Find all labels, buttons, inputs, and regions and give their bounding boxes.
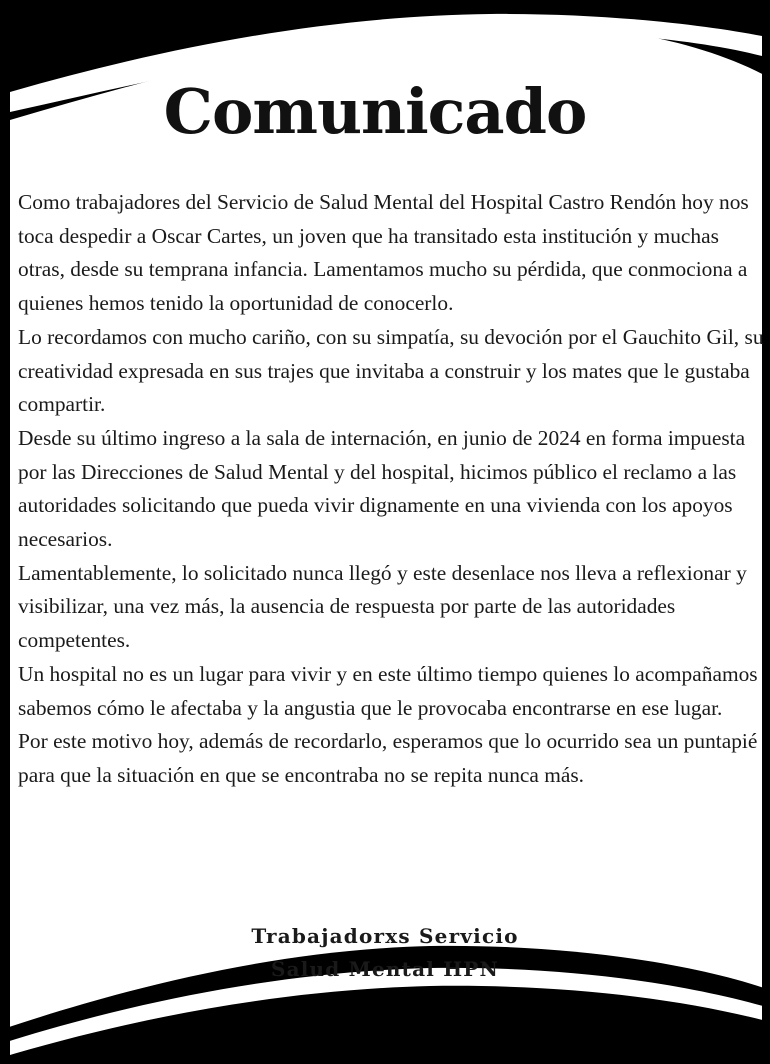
- paragraph: Lo recordamos con mucho cariño, con su simpatía, su devoción por el Gauchito Gil, su creatividad expresada en sus trajes que invitaba a construir y los mates que le gustaba compartir.: [18, 324, 764, 417]
- paragraph: Desde su último ingreso a la sala de internación, en junio de 2024 en forma impuesta por las Direcciones de Salud Mental y del hospital, hicimos público el reclamo a las autoridades solicitando que pueda vivir dignamente en una vivienda con los apoyos necesarios.: [18, 425, 746, 552]
- paragraph: Por este motivo hoy, además de recordarlo, esperamos que lo ocurrido sea un puntapié para que la situación en que se encontraba no se repita nunca más.: [18, 729, 758, 787]
- statement-body: [18, 186, 766, 793]
- left-border: [0, 0, 10, 1064]
- paragraph: Lamentablemente, lo solicitado nunca llegó y este desenlace nos lleva a reflexionar y visibilizar, una vez más, la ausencia de respuesta por parte de las autoridades competentes.: [18, 560, 747, 653]
- paragraph: Como trabajadores del Servicio de Salud Mental del Hospital Castro Rendón hoy nos toca despedir a Oscar Cartes, un joven que ha transitado esta institución y muchas otras, desde su temprana infancia. Lamentamos mucho su pérdida, que conmociona a quienes hemos tenido la oportunidad de conocerlo.: [18, 190, 749, 316]
- signature-line-2: Salud Mental HPN: [270, 957, 500, 981]
- paragraph: Un hospital no es un lugar para vivir y en este último tiempo quienes lo acompañamos sabemos cómo le afectaba y la angustia que le provocaba encontrarse en ese lugar.: [18, 661, 758, 720]
- page-title: Comunicado: [163, 75, 587, 148]
- signature: [0, 920, 770, 986]
- signature-line-1: Trabajadorxs Servicio: [251, 924, 519, 948]
